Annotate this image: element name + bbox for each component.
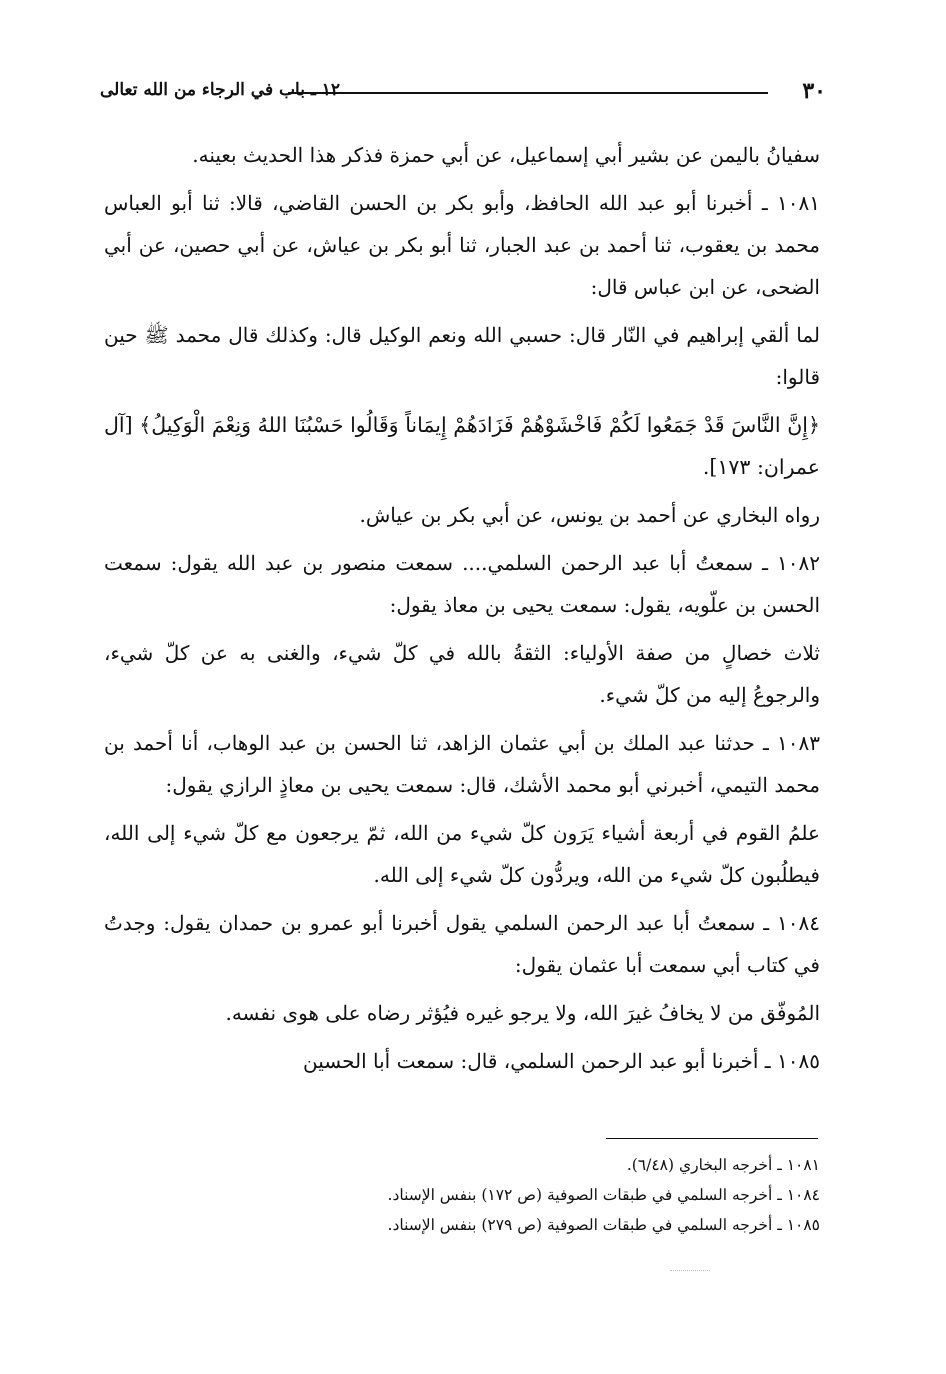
- page-number: ٣٠: [802, 78, 826, 104]
- report-1082-isnad: ١٠٨٢ ـ سمعتُ أبا عبد الرحمن السلمي.... سمعت منصور بن عبد الله يقول: سمعت الحسن بن علّويه، يقول: سمعت يحيى بن معاذ يقول:: [104, 551, 820, 617]
- hadith-1081-matn: لما ألقي إبراهيم في النّار قال: حسبي الله ونعم الوكيل قال: وكذلك قال محمد ﷺ حين قالوا:: [104, 323, 820, 389]
- paragraph: سفيانُ باليمن عن بشير أبي إسماعيل، عن أبي حمزة فذكر هذا الحديث بعينه.: [192, 143, 820, 167]
- header-rule: [288, 92, 768, 94]
- paragraph: رواه البخاري عن أحمد بن يونس، عن أبي بكر بن عياش.: [359, 503, 820, 527]
- quran-verse: ﴿إِنَّ النَّاسَ قَدْ جَمَعُوا لَكُمْ فَاخْشَوْهُمْ فَزَادَهُمْ إِيمَاناً وَقَالُوا حَسْبُنَا اللهُ وَنِعْمَ الْوَكِيلُ﴾ [آل عمران: ١٧٣].: [104, 413, 820, 479]
- running-header: [100, 78, 826, 108]
- scan-speck: [670, 1270, 710, 1271]
- chapter-title: ١٢ ـ باب في الرجاء من الله تعالى: [100, 80, 341, 100]
- footnote-rule: [606, 1138, 818, 1139]
- report-1084-matn: المُوفّق من لا يخافُ غيرَ الله، ولا يرجو غيره فيُؤثر رضاه على هوى نفسه.: [225, 1001, 820, 1025]
- report-1084-isnad: ١٠٨٤ ـ سمعتُ أبا عبد الرحمن السلمي يقول أخبرنا أبو عمرو بن حمدان يقول: وجدتُ في كتاب أبي سمعت أبا عثمان يقول:: [104, 911, 820, 977]
- footnotes: [104, 1150, 820, 1240]
- report-1082-matn: ثلاث خصالٍ من صفة الأولياء: الثقةُ بالله في كلّ شيء، والغنى به عن كلّ شيء، والرجوعُ إليه من كلّ شيء.: [104, 641, 820, 707]
- footnote: ١٠٨١ ـ أخرجه البخاري (٦/٤٨).: [626, 1156, 820, 1174]
- main-text: [104, 134, 820, 1088]
- report-1083-isnad: ١٠٨٣ ـ حدثنا عبد الملك بن أبي عثمان الزاهد، ثنا الحسن بن عبد الوهاب، أنا أحمد بن محمد التيمي، أخبرني أبو محمد الأشك، قال: سمعت يحيى بن معاذٍ الرازي يقول:: [104, 731, 820, 797]
- footnote: ١٠٨٥ ـ أخرجه السلمي في طبقات الصوفية (ص ٢٧٩) بنفس الإسناد.: [387, 1216, 820, 1234]
- footnote: ١٠٨٤ ـ أخرجه السلمي في طبقات الصوفية (ص ١٧٢) بنفس الإسناد.: [387, 1186, 820, 1204]
- hadith-1081-isnad: ١٠٨١ ـ أخبرنا أبو عبد الله الحافظ، وأبو بكر بن الحسن القاضي، قالا: ثنا أبو العباس محمد بن يعقوب، ثنا أحمد بن عبد الجبار، ثنا أبو بكر بن عياش، عن أبي حصين، عن أبي الضحى، عن ابن عباس قال:: [104, 191, 820, 299]
- report-1085-isnad: ١٠٨٥ ـ أخبرنا أبو عبد الرحمن السلمي، قال: سمعت أبا الحسين: [302, 1049, 820, 1073]
- report-1083-matn: علمُ القوم في أربعة أشياء يَرَون كلّ شيء من الله، ثمّ يرجعون مع كلّ شيء إلى الله، فيطلُبون كلّ شيء من الله، ويردُّون كلّ شيء إلى الله.: [104, 821, 820, 887]
